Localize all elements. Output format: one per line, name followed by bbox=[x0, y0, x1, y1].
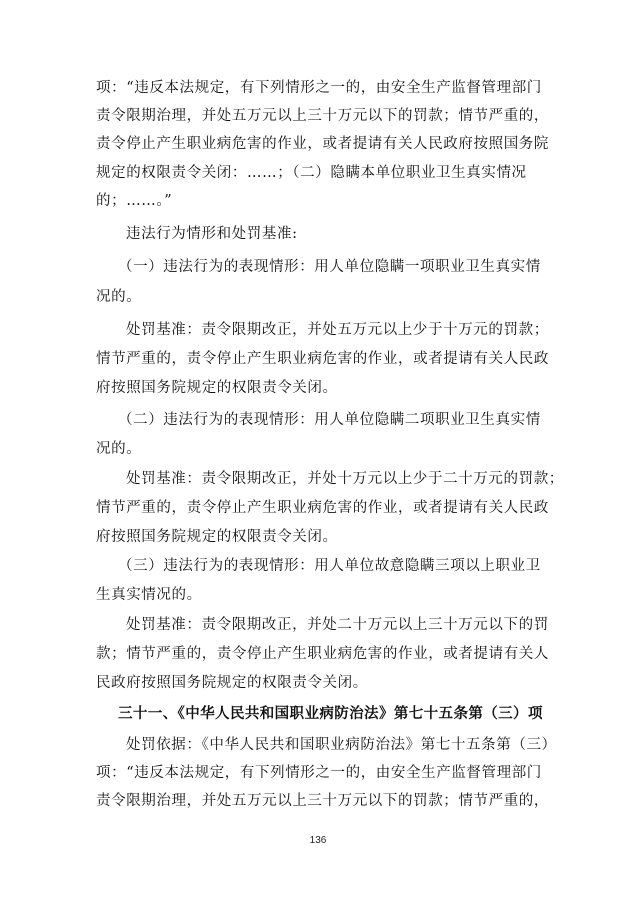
body-text-line: 情节严重的，责令停止产生职业病危害的作业，或者提请有关人民政 bbox=[96, 351, 549, 367]
penalty-standard-three: 处罚基准：责令限期改正，并处二十万元以上三十万元以下的罚 bbox=[126, 617, 549, 633]
body-text-line: 项：“违反本法规定，有下列情形之一的，由安全生产监督管理部门 bbox=[96, 765, 542, 781]
body-text-line: 责令限期治理，并处五万元以上三十万元以下的罚款；情节严重的， bbox=[96, 108, 549, 124]
body-text-line: 民政府按照国务院规定的权限责令关闭。 bbox=[96, 675, 368, 691]
case-one-description: （一）违法行为的表现情形：用人单位隐瞒一项职业卫生真实情 bbox=[118, 259, 541, 275]
penalty-basis: 处罚依据：《中华人民共和国职业病防治法》第七十五条第（三） bbox=[126, 737, 557, 753]
penalty-standard-two: 处罚基准：责令限期改正，并处十万元以上少于二十万元的罚款； bbox=[126, 471, 564, 487]
body-text-line: 责令限期治理，并处五万元以上三十万元以下的罚款；情节严重的， bbox=[96, 793, 549, 809]
body-text-line: 的；……。” bbox=[96, 193, 173, 209]
body-text-line: 责令停止产生职业病危害的作业，或者提请有关人民政府按照国务院 bbox=[96, 136, 549, 152]
case-three-description: （三）违法行为的表现情形：用人单位故意隐瞒三项以上职业卫 bbox=[118, 558, 541, 574]
body-text-line: 情节严重的，责令停止产生职业病危害的作业，或者提请有关人民政 bbox=[96, 500, 549, 516]
article-heading: 三十一、《中华人民共和国职业病防治法》第七十五条第（三）项 bbox=[118, 706, 543, 722]
page-number: 136 bbox=[309, 835, 327, 846]
body-text-line: 款；情节严重的，责令停止产生职业病危害的作业，或者提请有关人 bbox=[96, 646, 549, 662]
body-text-line: 项：“违反本法规定，有下列情形之一的，由安全生产监督管理部门 bbox=[96, 80, 542, 96]
case-two-description: （二）违法行为的表现情形：用人单位隐瞒二项职业卫生真实情 bbox=[118, 412, 541, 428]
body-text-line: 府按照国务院规定的权限责令关闭。 bbox=[96, 380, 338, 396]
body-text-line: 况的。 bbox=[96, 441, 142, 457]
penalty-standard-one: 处罚基准：责令限期改正，并处五万元以上少于十万元的罚款； bbox=[126, 322, 549, 338]
body-text-line: 规定的权限责令关闭：……；（二）隐瞒本单位职业卫生真实情况 bbox=[96, 165, 527, 181]
body-text-line: 生真实情况的。 bbox=[96, 587, 202, 603]
section-label: 违法行为情形和处罚基准: bbox=[126, 226, 298, 242]
body-text-line: 府按照国务院规定的权限责令关闭。 bbox=[96, 529, 338, 545]
body-text-line: 况的。 bbox=[96, 289, 142, 305]
